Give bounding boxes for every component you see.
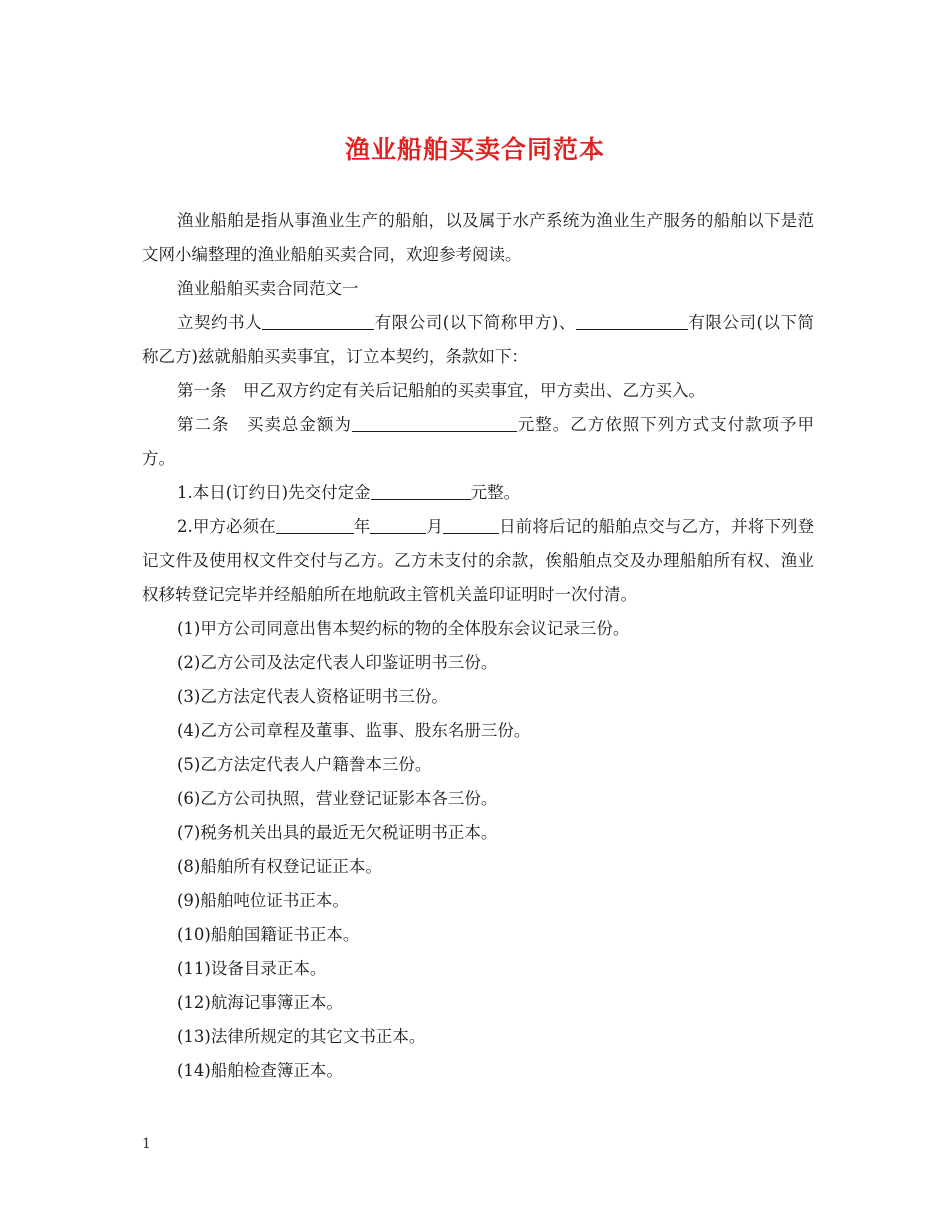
article-2-text-2: 元整。乙方依照下列方式支付款项予甲方。 (142, 415, 815, 468)
list-item: (12)航海记事簿正本。 (177, 993, 343, 1012)
list-item: (7)税务机关出具的最近无欠税证明书正本。 (177, 823, 498, 842)
total-amount-blank (352, 413, 517, 432)
list-item: (3)乙方法定代表人资格证明书三份。 (177, 687, 448, 706)
page-number: 1 (142, 1136, 151, 1152)
deposit-blank (371, 481, 471, 500)
parties-text-1: 立契约书人 (177, 313, 263, 332)
item-1-text-1: 1.本日(订约日)先交付定金 (177, 483, 371, 502)
month-blank (370, 515, 426, 534)
parties-text-3: 有限公司(以下简称乙方)兹就船舶买卖事宜，订立本契约，条款如下： (142, 313, 815, 366)
section-heading: 渔业船舶买卖合同范文一 (177, 279, 359, 298)
list-item: (10)船舶国籍证书正本。 (177, 925, 360, 944)
item-2-text-4: 日前将后记的船舶点交与乙方，并将下列登记文件及使用权文件交付与乙方。乙方未支付的余款，俟船舶点交及办理船舶所有权、渔业权移转登记完毕并经船舶所在地航政主管机关盖印证明时一次付清。 (142, 517, 815, 604)
item-1-text-2: 元整。 (470, 483, 521, 502)
list-item: (11)设备目录正本。 (177, 959, 327, 978)
item-2-text-2: 年 (353, 517, 371, 536)
parties-paragraph (142, 306, 814, 374)
list-item: (8)船舶所有权登记证正本。 (177, 857, 382, 876)
item-1 (142, 476, 814, 510)
list-item: (4)乙方公司章程及董事、监事、股东名册三份。 (177, 721, 531, 740)
year-blank (276, 515, 354, 534)
list-item: (9)船舶吨位证书正本。 (177, 891, 349, 910)
list-item: (14)船舶检查簿正本。 (177, 1061, 343, 1080)
document-title: 渔业船舶买卖合同范本 (344, 135, 605, 164)
list-item: (1)甲方公司同意出售本契约标的物的全体股东会议记录三份。 (177, 619, 630, 638)
day-blank (443, 515, 499, 534)
list-item: (6)乙方公司执照，营业登记证影本各三份。 (177, 789, 498, 808)
parties-text-2: 有限公司(以下简称甲方)、 (374, 313, 576, 332)
document-body (142, 204, 814, 1088)
list-item: (2)乙方公司及法定代表人印鉴证明书三份。 (177, 653, 498, 672)
list-item: (5)乙方法定代表人户籍誊本三份。 (177, 755, 432, 774)
item-2-text-1: 2.甲方必须在 (177, 517, 276, 536)
item-2 (142, 510, 814, 612)
article-1: 第一条 甲乙双方约定有关后记船舶的买卖事宜，甲方卖出、乙方买入。 (177, 381, 705, 400)
party-a-blank (262, 311, 374, 330)
party-b-blank (576, 311, 688, 330)
list-item: (13)法律所规定的其它文书正本。 (177, 1027, 426, 1046)
item-2-text-3: 月 (426, 517, 444, 536)
article-2-text-1: 第二条 买卖总金额为 (177, 415, 352, 434)
intro-paragraph: 渔业船舶是指从事渔业生产的船舶，以及属于水产系统为渔业生产服务的船舶以下是范文网小编整理的渔业船舶买卖合同，欢迎参考阅读。 (142, 211, 814, 264)
article-2 (142, 408, 814, 476)
